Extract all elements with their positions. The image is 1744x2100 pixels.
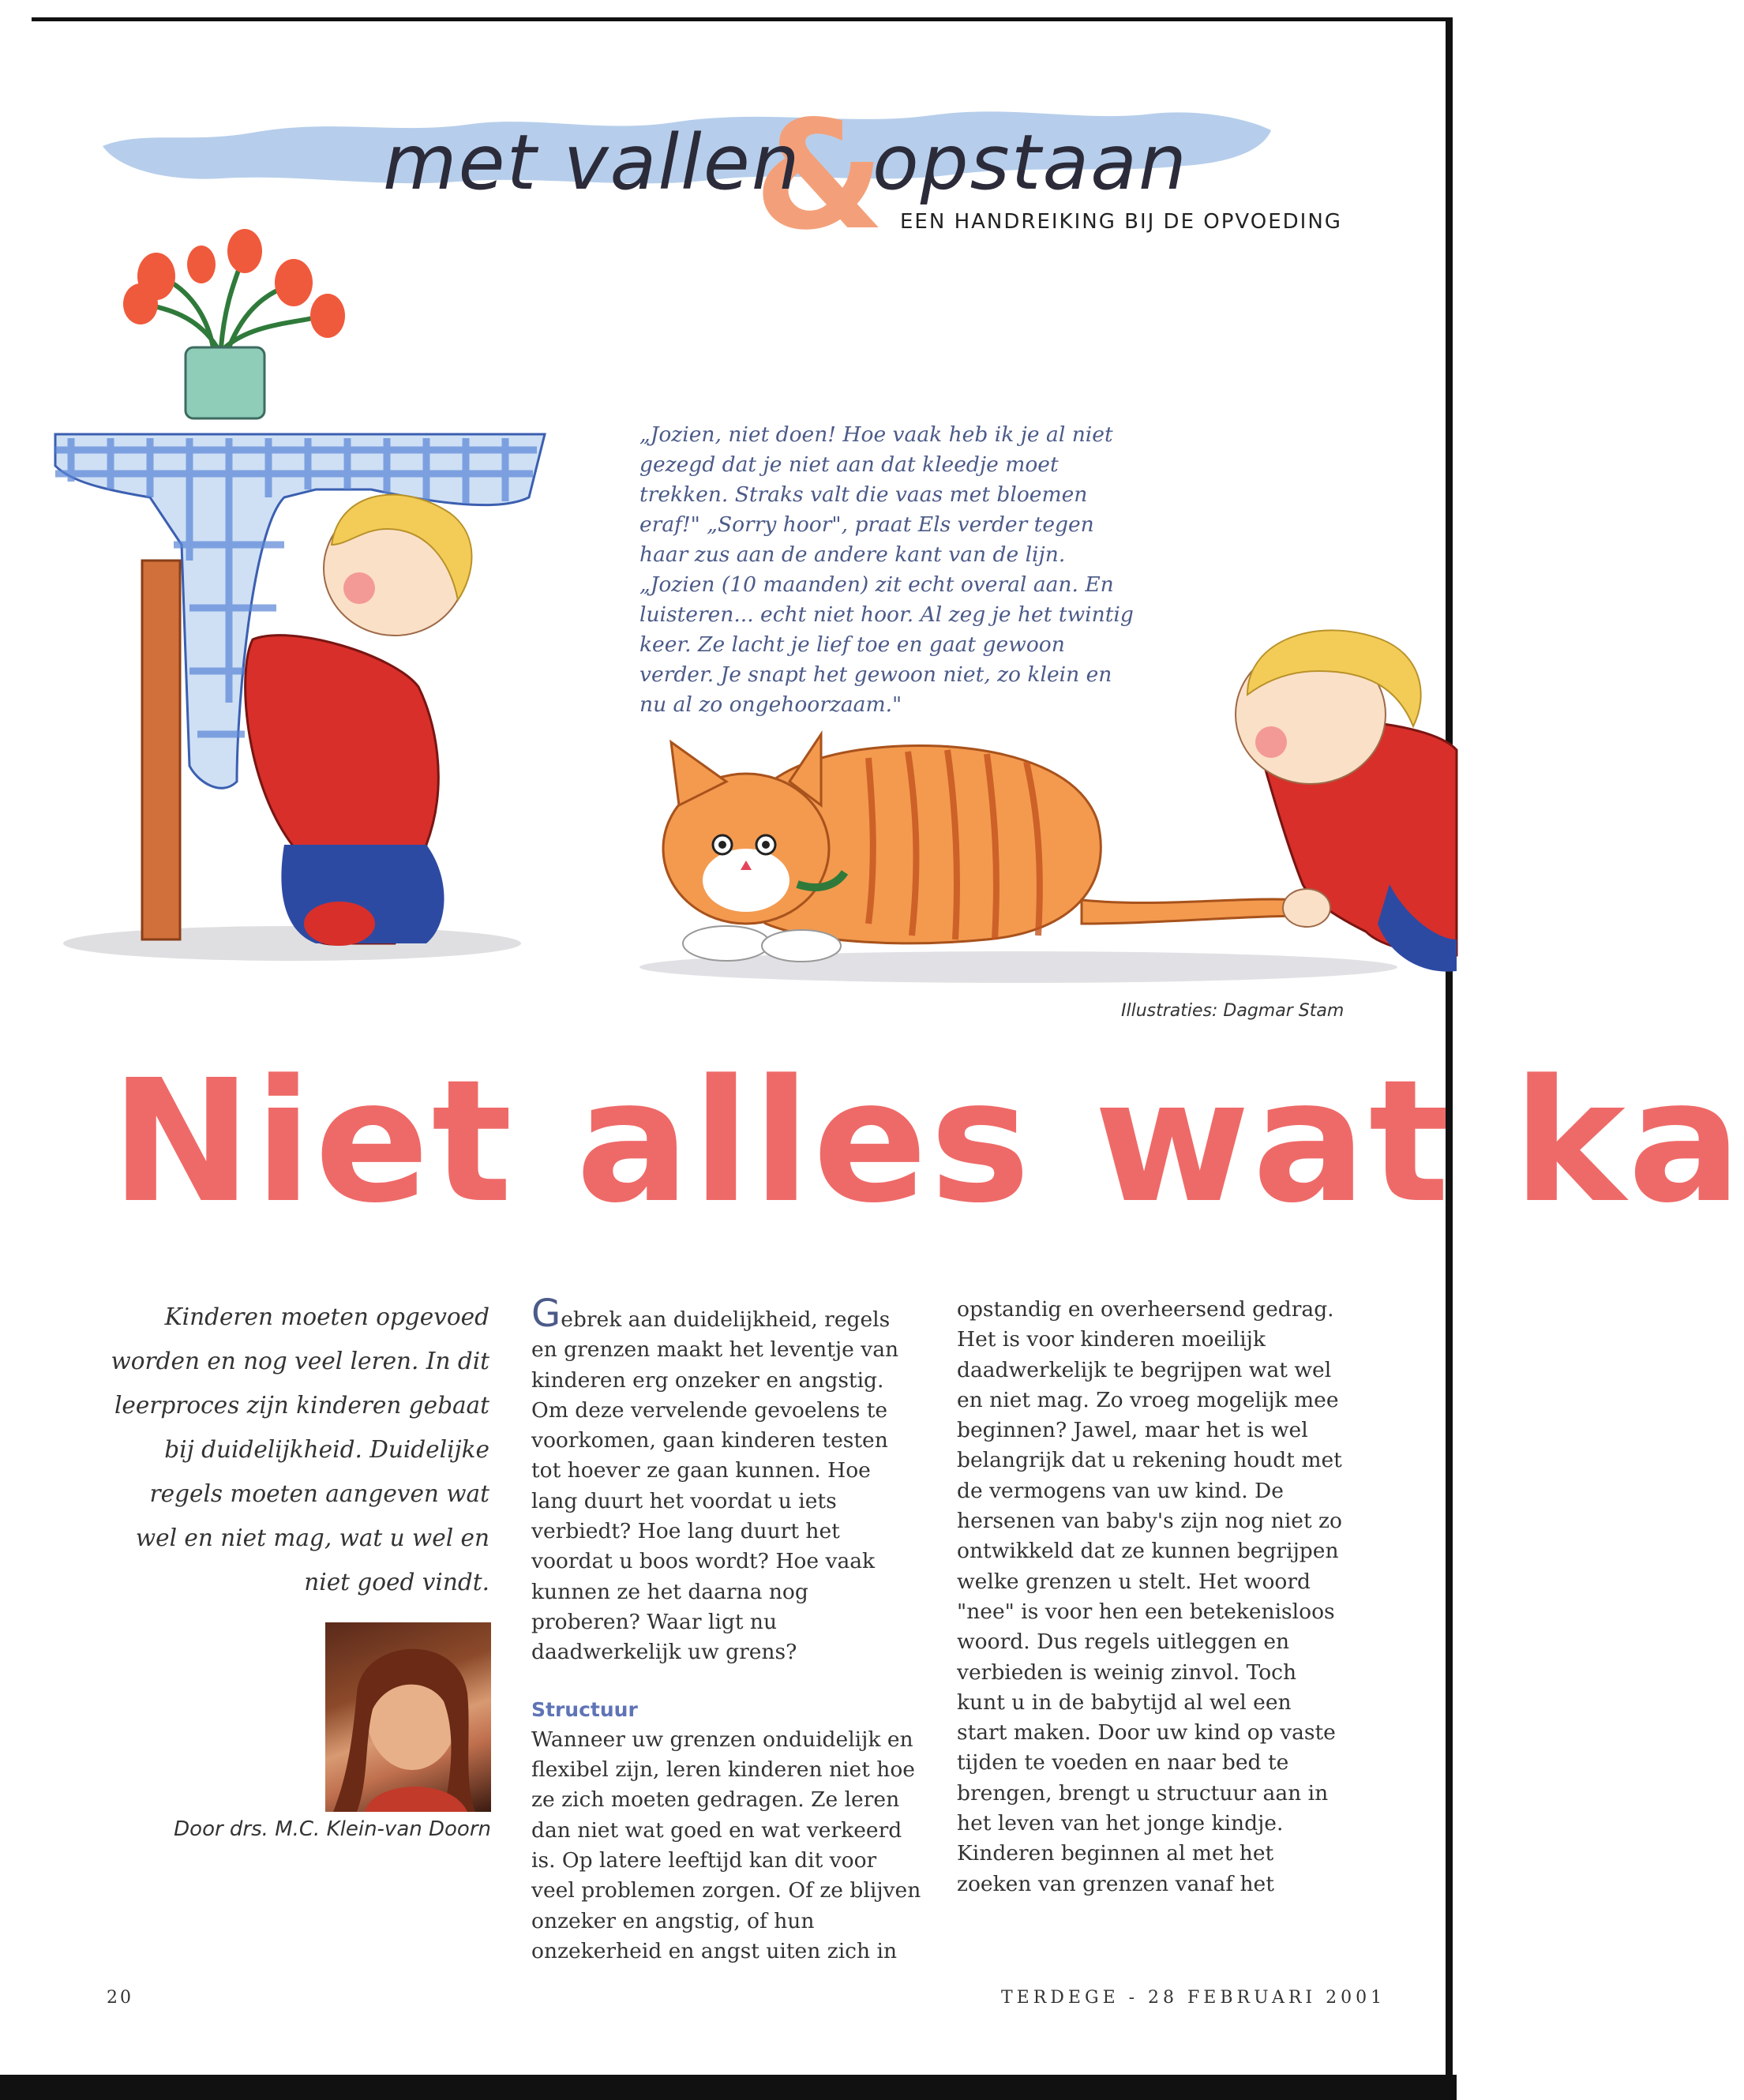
body-paragraph: Kinderen beginnen al met het zoeken van grenzen vanaf het (957, 1841, 1274, 1896)
body-column-2 (957, 1295, 1348, 1899)
masthead-subtitle: EEN HANDREIKING BIJ DE OPVOEDING (900, 210, 1342, 234)
illustration-child-tablecloth (55, 229, 545, 987)
author-byline: Door drs. M.C. Klein-van Doorn (174, 1817, 491, 1841)
publication-folio: TERDEGE - 28 FEBRUARI 2001 (1001, 1988, 1386, 2008)
masthead-title-left: met vallen (383, 118, 801, 207)
body-column-1 (531, 1292, 922, 1967)
body-paragraph-text: ebrek aan duidelijkheid, regels en grenzen maakt het leventje van kinderen erg onzeker en angstig. Om deze vervelende gevoelens te voorkomen, gaan kinderen testen tot hoever ze gaan kunnen. Hoe lang duurt het voordat u iets verbiedt? Hoe lang duurt het voordat u boos wordt? Hoe vaak kunnen ze het daarna nog proberen? Waar ligt nu daadwerkelijk uw grens? (531, 1307, 899, 1665)
author-photo (325, 1622, 491, 1812)
masthead-title-right: opstaan (872, 118, 1188, 207)
bottom-edge-rule (0, 2075, 1457, 2100)
article-intro: Kinderen moeten opgevoed worden en nog veel leren. In dit leerproces zijn kinderen gebaat bij duidelijkheid. Duidelijke regels moeten aangeven wat wel en niet mag, wat u wel en niet goed vindt. (111, 1303, 489, 1596)
body-paragraph: opstandig en overheersend gedrag. Het is voor kinderen moeilijk daadwerkelijk te begrijpen wat wel en niet mag. Zo vroeg mogelijk mee beginnen? Jawel, maar het is wel belangrijk dat u rekening houdt met de vermogens van uw kind. De hersenen van baby's zijn nog niet zo ontwikkeld dat ze kunnen begrijpen welke grenzen u stelt. Het woord "nee" is voor hen een betekenisloos woord. Dus regels uitleggen en verbieden is weinig zinvol. Toch kunt u in de babytijd al wel een start maken. Door uw kind op vaste tijden te voeden en naar bed te brengen, brengt u structuur aan in het leven van het jonge kindje. (957, 1297, 1342, 1836)
body-paragraph: Wanneer uw grenzen onduidelijk en flexibel zijn, leren kinderen niet hoe ze zich moeten gedragen. Ze leren dan niet wat goed en wat verkeerd is. Op latere leeftijd kan dit voor veel problemen zorgen. Of ze blijven onzeker en angstig, of hun onzekerheid en angst uiten zich in (531, 1727, 921, 1963)
article-headline: Niet alles wat ka (111, 1044, 1744, 1240)
masthead-ampersand: & (754, 88, 885, 263)
top-rule (32, 17, 1453, 21)
page-number: 20 (107, 1988, 133, 2008)
section-subhead: Structuur (531, 1697, 638, 1721)
drop-cap: G (531, 1292, 561, 1336)
series-masthead (95, 87, 1342, 263)
body-paragraph (531, 1292, 922, 1668)
illustration-credit: Illustraties: Dagmar Stam (1121, 1001, 1345, 1021)
author-portrait-image (325, 1622, 491, 1812)
intro-quote: „Jozien, niet doen! Hoe vaak heb ik je al niet gezegd dat je niet aan dat kleedje moet trekken. Straks valt die vaas met bloemen eraf!" „Sorry hoor", praat Els verder tegen haar zus aan de andere kant van de lijn. „Jozien (10 maanden) zit echt overal aan. En luisteren... echt niet hoor. Al zeg je het twintig keer. Ze lacht je lief toe en gaat gewoon verder. Je snapt het gewoon niet, zo klein en nu al zo ongehoorzaam." (639, 422, 1134, 717)
